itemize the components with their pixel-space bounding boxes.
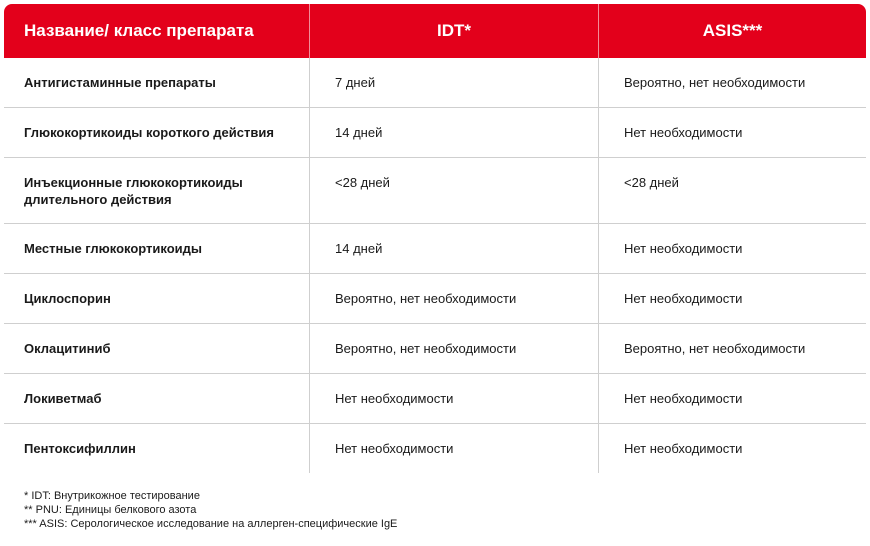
table-row xyxy=(4,324,866,374)
header-name-class: Название/ класс препарата xyxy=(24,21,254,40)
drug-name-cell: Пентоксифиллин xyxy=(24,441,136,456)
table-row xyxy=(4,224,866,274)
table-row xyxy=(4,108,866,158)
idt-cell: Нет необходимости xyxy=(309,374,598,423)
header-asis: ASIS*** xyxy=(598,4,866,58)
idt-cell: 7 дней xyxy=(309,58,598,107)
table-row xyxy=(4,424,866,473)
idt-cell: Вероятно, нет необходимости xyxy=(309,324,598,373)
idt-cell: <28 дней xyxy=(309,158,598,223)
table-row xyxy=(4,274,866,324)
footnote-asis: *** ASIS: Серологическое исследование на аллерген-специфические IgE xyxy=(24,518,398,530)
idt-cell: 14 дней xyxy=(309,224,598,273)
table-row xyxy=(4,58,866,108)
drug-withdrawal-table xyxy=(4,4,866,473)
table-header xyxy=(4,4,866,58)
idt-cell: Вероятно, нет необходимости xyxy=(309,274,598,323)
asis-cell: Нет необходимости xyxy=(598,374,866,423)
asis-cell: Нет необходимости xyxy=(598,224,866,273)
idt-cell: 14 дней xyxy=(309,108,598,157)
drug-name-cell: Оклацитиниб xyxy=(24,341,111,356)
footnotes xyxy=(24,489,397,531)
footnote-pnu: ** PNU: Единицы белкового азота xyxy=(24,504,197,516)
drug-name-cell: Местные глюкокортикоиды xyxy=(24,241,203,256)
asis-cell: <28 дней xyxy=(598,158,866,223)
asis-cell: Нет необходимости xyxy=(598,274,866,323)
drug-name-cell: Локиветмаб xyxy=(24,391,102,406)
drug-name-cell: Циклоспорин xyxy=(24,291,111,306)
asis-cell: Вероятно, нет необходимости xyxy=(598,324,866,373)
footnote-idt: * IDT: Внутрикожное тестирование xyxy=(24,490,200,502)
drug-name-cell: Антигистаминные препараты xyxy=(24,75,216,90)
asis-cell: Нет необходимости xyxy=(598,424,866,473)
asis-cell: Нет необходимости xyxy=(598,108,866,157)
header-idt: IDT* xyxy=(309,4,598,58)
asis-cell: Вероятно, нет необходимости xyxy=(598,58,866,107)
table-row xyxy=(4,158,866,224)
idt-cell: Нет необходимости xyxy=(309,424,598,473)
drug-name-cell: Инъекционные глюкокортикоиды длительного действия xyxy=(24,175,243,207)
drug-name-cell: Глюкокортикоиды короткого действия xyxy=(24,125,274,140)
table-row xyxy=(4,374,866,424)
